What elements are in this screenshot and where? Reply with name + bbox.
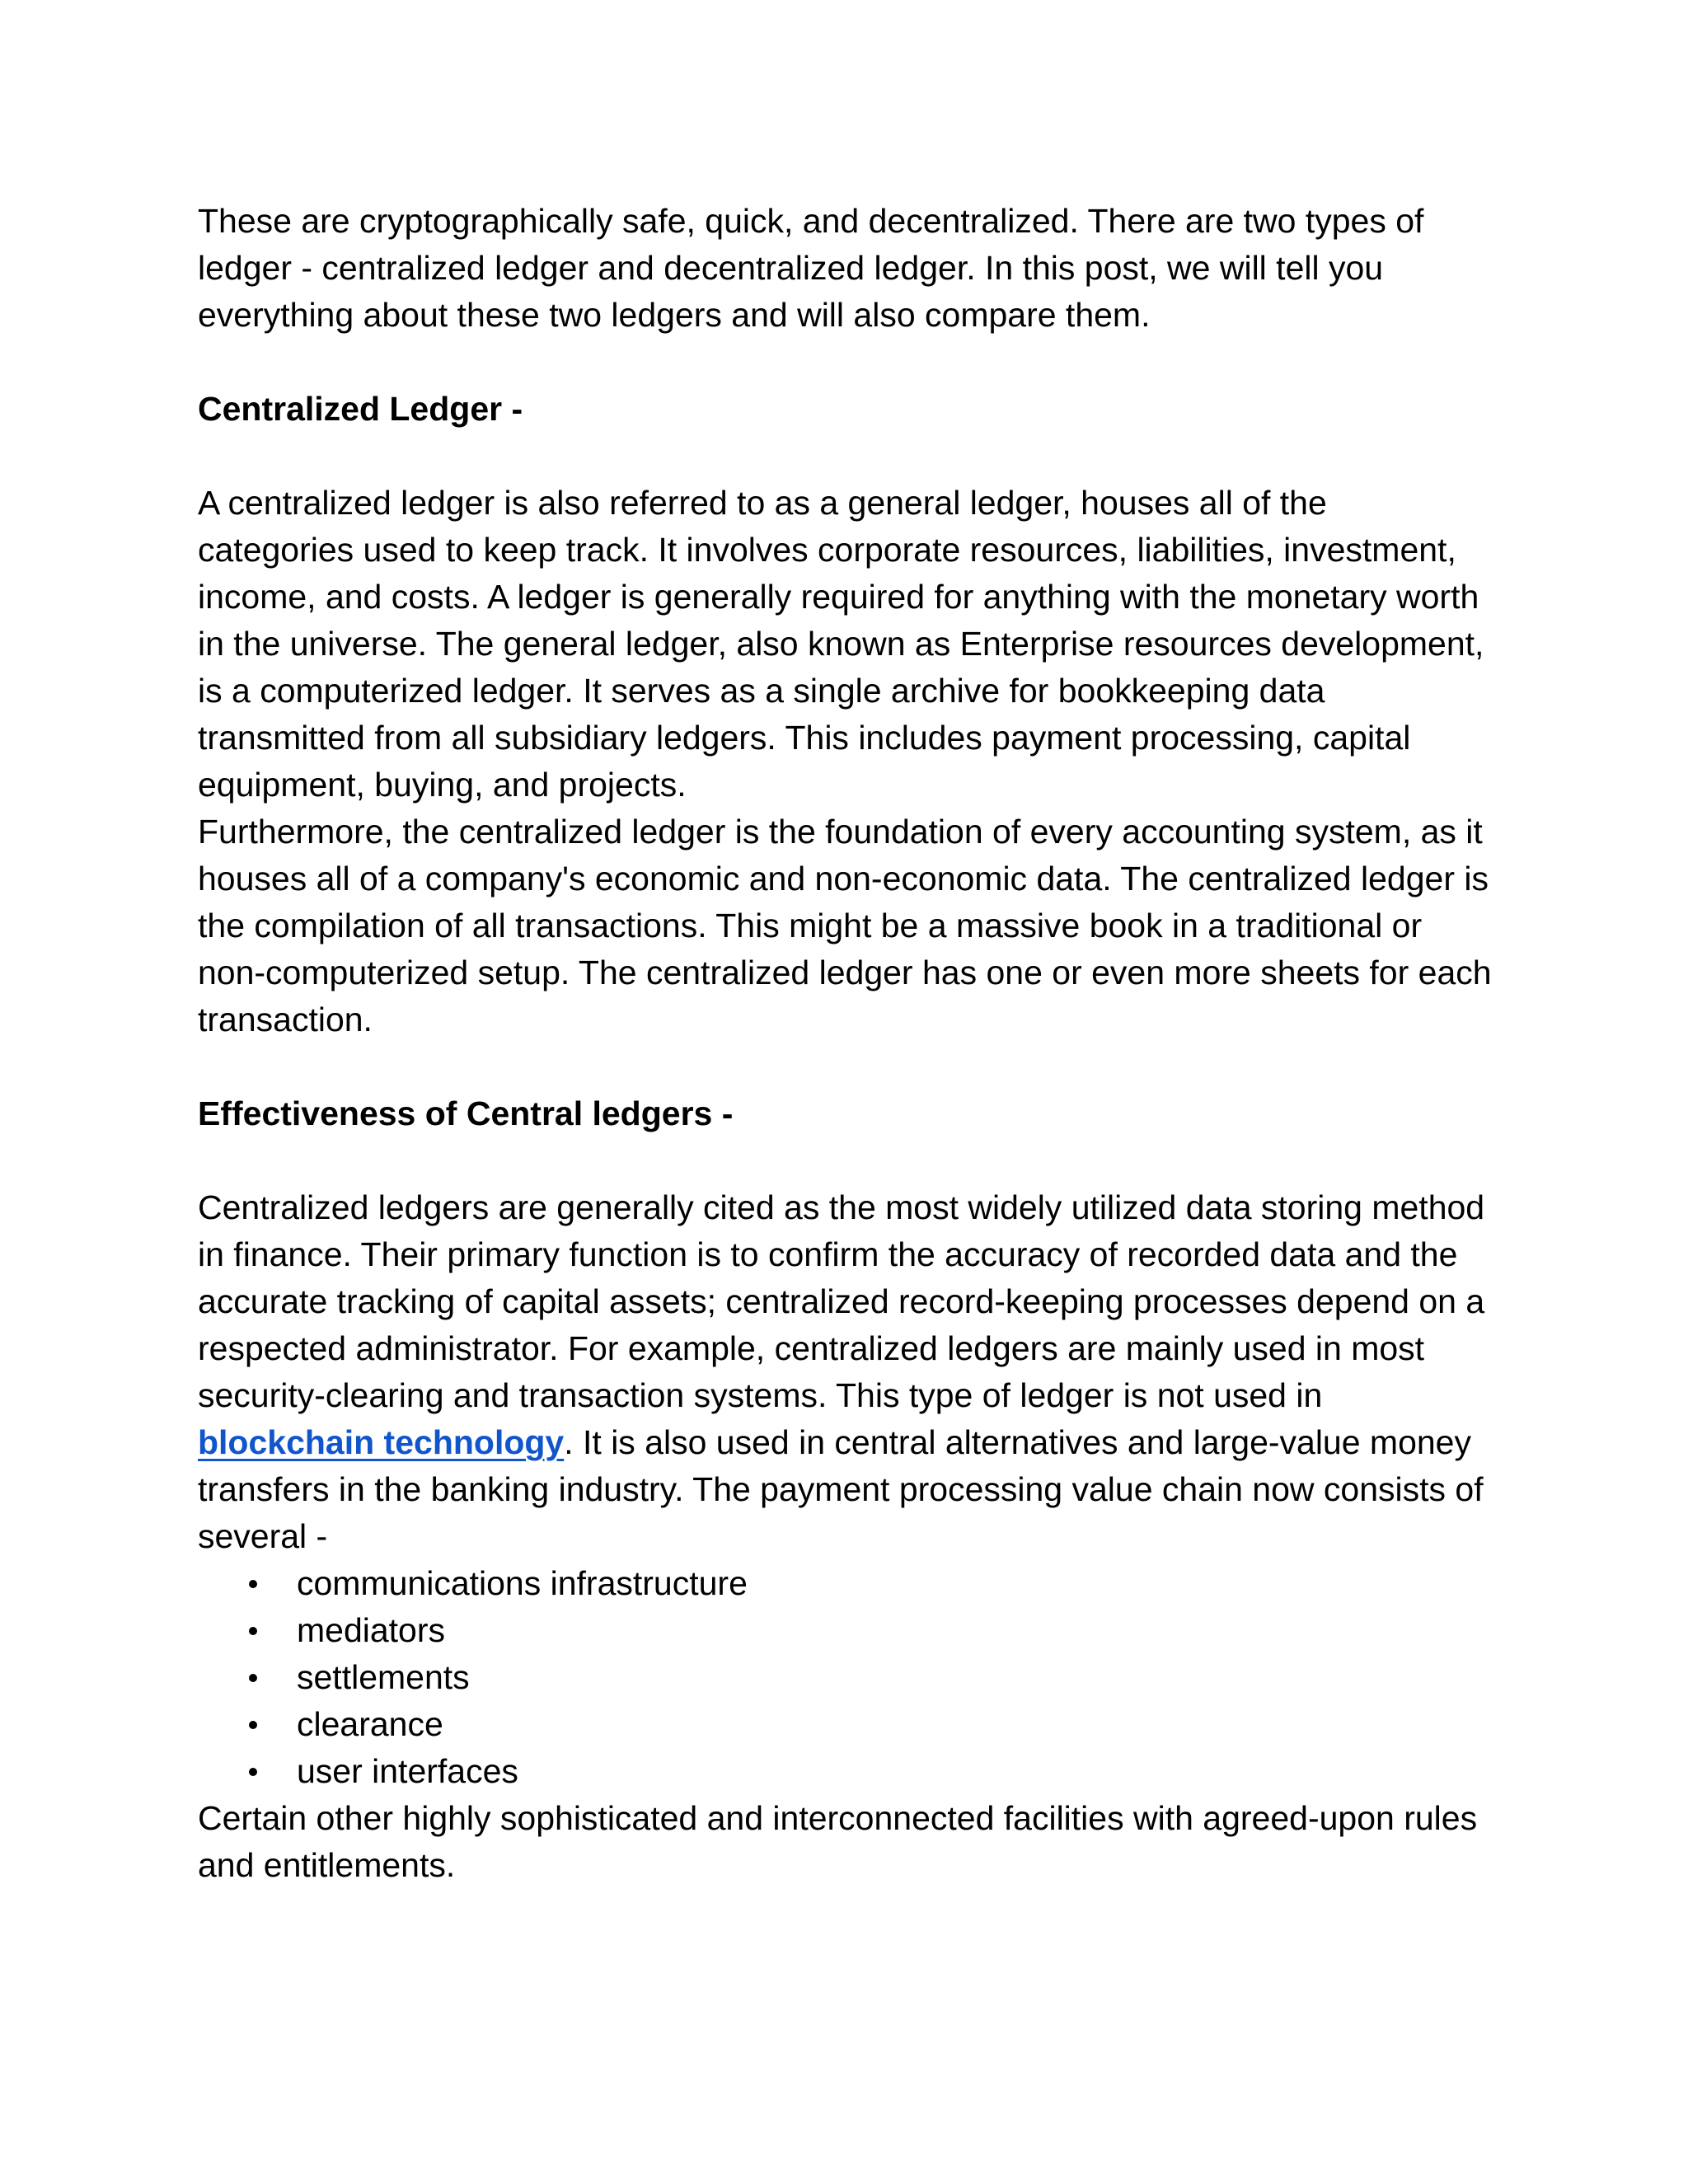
effectiveness-text-after-link: . It is also used in central alternatives and large-value money transfers in the banking industry. The payment processing value chain now consists of several - <box>198 1423 1484 1555</box>
centralized-ledger-paragraph-2: Furthermore, the centralized ledger is the foundation of every accounting system, as it houses all of a company's economic and non-economic data. The centralized ledger is the compilation of all transactions. This might be a massive book in a traditional or non-computerized setup. The centralized ledger has one or even more sheets for each transaction. <box>198 813 1492 1038</box>
paragraph-spacer <box>198 1137 1492 1184</box>
list-item <box>198 1748 1492 1795</box>
bullet-icon <box>249 1768 257 1776</box>
effectiveness-paragraph <box>198 1184 1492 1560</box>
bullet-icon <box>249 1721 257 1729</box>
effectiveness-heading: Effectiveness of Central ledgers - <box>198 1094 734 1132</box>
blockchain-technology-link[interactable]: blockchain technology <box>198 1423 565 1461</box>
list-item <box>198 1607 1492 1654</box>
effectiveness-text-before-link: Centralized ledgers are generally cited as the most widely utilized data storing method in finance. Their primary function is to confirm the accuracy of recorded data and the accurate tracking of capital assets; centralized record-keeping processes depend on a respected administrator. For example, centralized ledgers are mainly used in most security-clearing and transaction systems. This type of ledger is not used in <box>198 1188 1485 1414</box>
bullet-icon <box>249 1674 257 1682</box>
document-body <box>198 198 1492 1889</box>
intro-paragraph: These are cryptographically safe, quick, and decentralized. There are two types of ledger - centralized ledger and decentralized ledger. In this post, we will tell you everything about these two ledgers and will also compare them. <box>198 202 1424 334</box>
closing-paragraph: Certain other highly sophisticated and interconnected facilities with agreed-upon rules and entitlements. <box>198 1799 1478 1884</box>
paragraph-spacer <box>198 1043 1492 1090</box>
bullet-icon <box>249 1580 257 1588</box>
list-item <box>198 1654 1492 1701</box>
value-chain-list <box>198 1560 1492 1795</box>
centralized-ledger-paragraph-1: A centralized ledger is also referred to as a general ledger, houses all of the categories used to keep track. It involves corporate resources, liabilities, investment, income, and costs. A ledger is generally required for anything with the monetary worth in the universe. The general ledger, also known as Enterprise resources development, is a computerized ledger. It serves as a single archive for bookkeeping data transmitted from all subsidiary ledgers. This includes payment processing, capital equipment, buying, and projects. <box>198 484 1484 804</box>
list-item <box>198 1560 1492 1607</box>
paragraph-spacer <box>198 433 1492 480</box>
list-item-text: user interfaces <box>297 1752 518 1790</box>
centralized-ledger-heading: Centralized Ledger - <box>198 390 523 428</box>
list-item-text: clearance <box>297 1705 443 1743</box>
paragraph-spacer <box>198 339 1492 386</box>
bullet-icon <box>249 1627 257 1635</box>
list-item <box>198 1701 1492 1748</box>
list-item-text: settlements <box>297 1658 470 1696</box>
list-item-text: communications infrastructure <box>297 1564 748 1602</box>
list-item-text: mediators <box>297 1611 446 1649</box>
